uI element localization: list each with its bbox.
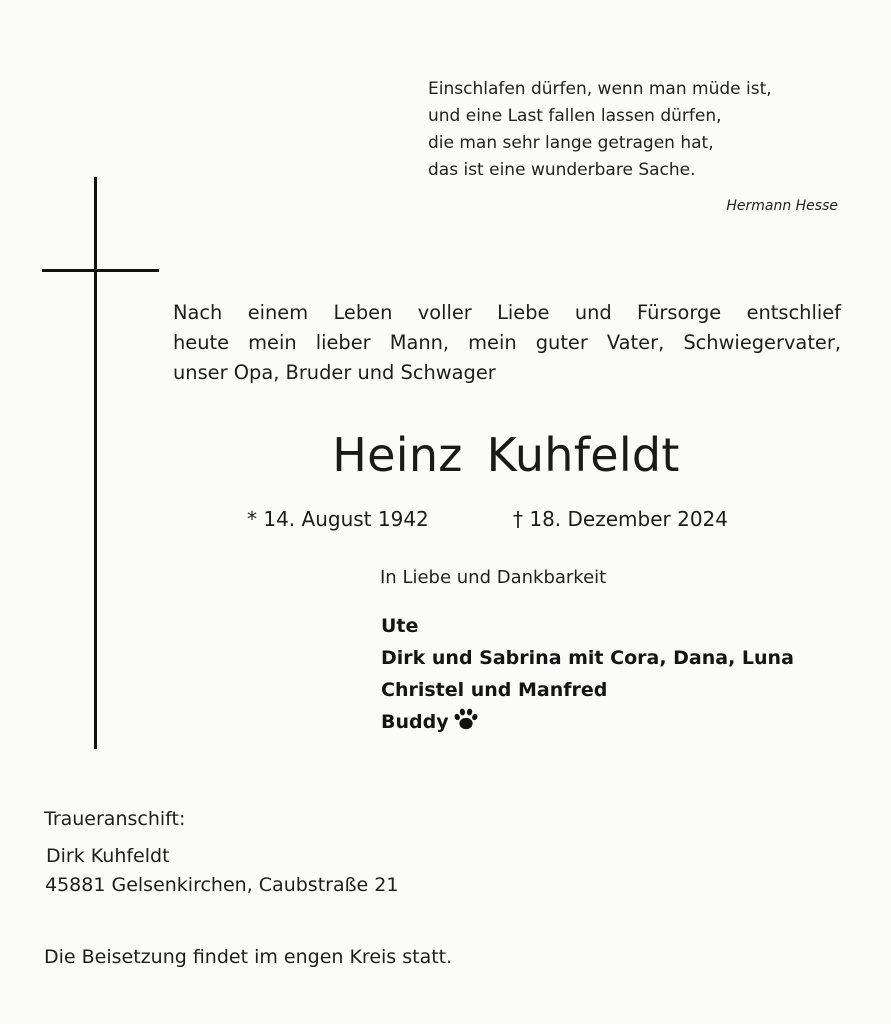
address-name: Dirk Kuhfeldt (46, 845, 170, 867)
funeral-note: Die Beisetzung findet im engen Kreis statt. (44, 946, 453, 968)
poem-line: das ist eine wunderbare Sache. (428, 160, 696, 180)
death-date: † 18. Dezember 2024 (513, 507, 728, 531)
announcement-line: Nach einem Leben voller Liebe und Fürsorge entschlief (173, 301, 841, 324)
poem-line: Einschlafen dürfen, wenn man müde ist, (428, 79, 772, 99)
mourner-name: Buddy (381, 711, 449, 733)
address-label: Traueranschift: (44, 808, 186, 830)
announcement-line: heute mein lieber Mann, mein guter Vater, Schwiegervater, (173, 331, 841, 354)
address-street: 45881 Gelsenkirchen, Caubstraße 21 (45, 874, 399, 896)
mourner-name: Christel und Manfred (381, 679, 608, 701)
announcement-line: unser Opa, Bruder und Schwager (173, 361, 496, 384)
paw-icon (453, 707, 479, 731)
cross-horizontal-bar (42, 269, 159, 272)
deceased-name: Heinz Kuhfeldt (332, 428, 680, 482)
poem-line: und eine Last fallen lassen dürfen, (428, 106, 722, 126)
mourners-list (381, 610, 794, 738)
announcement-text (173, 298, 841, 388)
poem-line: die man sehr lange getragen hat, (428, 133, 714, 153)
birth-date: * 14. August 1942 (247, 507, 429, 531)
mourner-name: Ute (381, 615, 419, 637)
mourner-name: Dirk und Sabrina mit Cora, Dana, Luna (381, 647, 794, 669)
mourner-pet-row (381, 706, 794, 738)
mourners-intro: In Liebe und Dankbarkeit (380, 567, 607, 588)
poem-author: Hermann Hesse (726, 198, 838, 214)
poem (428, 76, 772, 184)
